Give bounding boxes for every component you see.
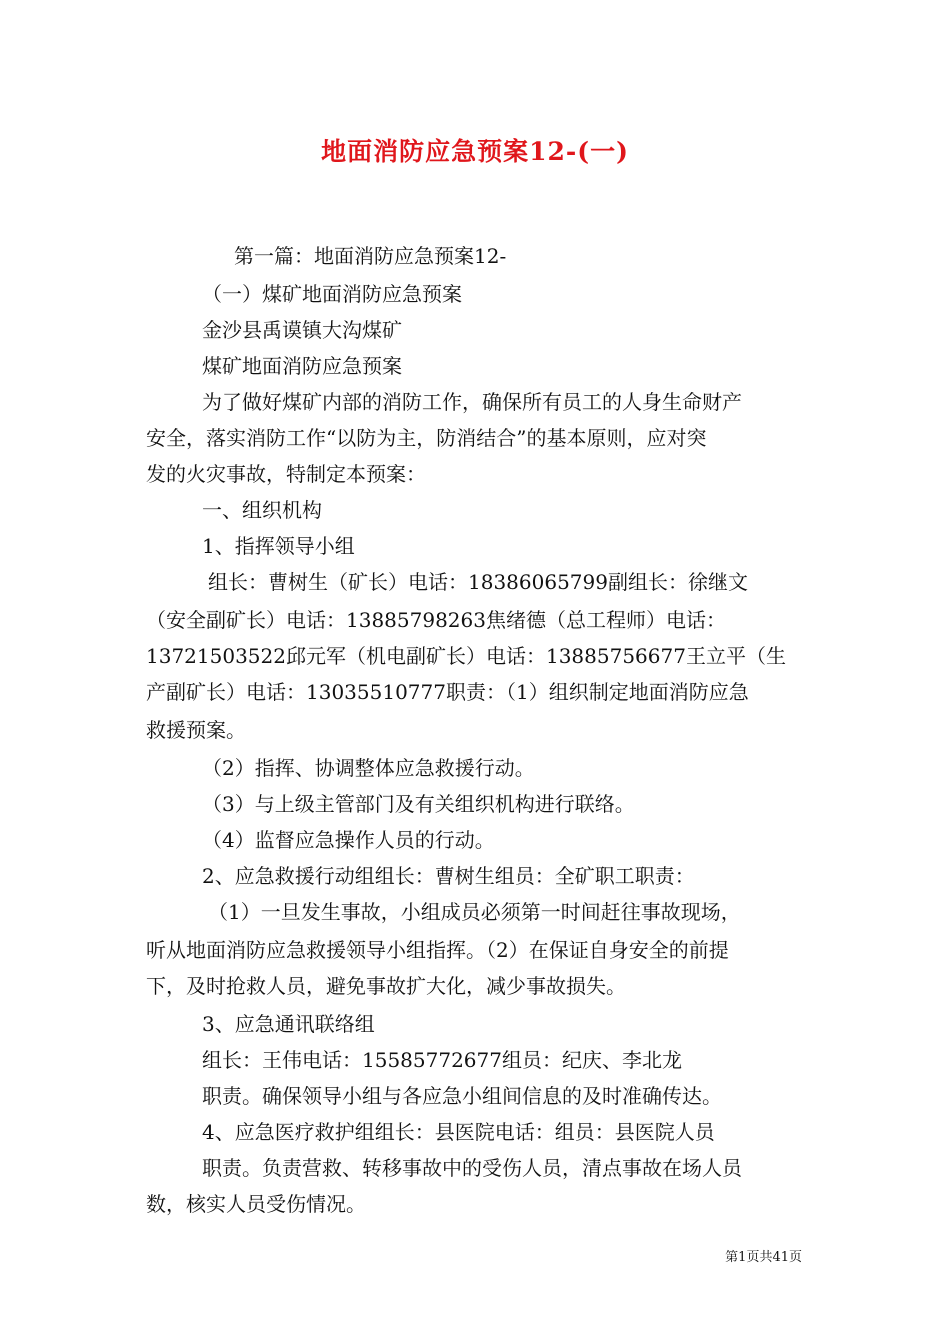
- page-number: 第1页共41页: [725, 1250, 802, 1265]
- body-line: 3、应急通讯联络组: [202, 1012, 375, 1036]
- body-line: 产副矿长）电话：13035510777职责：（1）组织制定地面消防应急: [146, 680, 749, 704]
- body-line: 数，核实人员受伤情况。: [146, 1192, 366, 1216]
- body-line: 职责。确保领导小组与各应急小组间信息的及时准确传达。: [202, 1084, 722, 1108]
- body-line: 一、组织机构: [202, 498, 322, 522]
- body-line: 煤矿地面消防应急预案: [202, 354, 402, 378]
- body-line: 13721503522邱元军（机电副矿长）电话：13885756677王立平（生: [146, 644, 786, 668]
- body-line: 听从地面消防应急救援领导小组指挥。（2）在保证自身安全的前提: [146, 938, 729, 962]
- body-line: （1）一旦发生事故，小组成员必须第一时间赶往事故现场，: [208, 900, 741, 924]
- body-line: 职责。负责营救、转移事故中的受伤人员，清点事故在场人员: [202, 1156, 742, 1180]
- body-line: （3）与上级主管部门及有关组织机构进行联络。: [202, 792, 635, 816]
- body-line: 安全，落实消防工作“以防为主，防消结合”的基本原则，应对突: [146, 426, 707, 450]
- body-line: （一）煤矿地面消防应急预案: [202, 282, 462, 306]
- body-line: 2、应急救援行动组组长：曹树生组员：全矿职工职责：: [202, 864, 695, 888]
- body-line: 发的火灾事故，特制定本预案：: [146, 462, 426, 486]
- body-line: 组长：曹树生（矿长）电话：18386065799副组长：徐继文: [208, 570, 748, 594]
- body-line: （4）监督应急操作人员的行动。: [202, 828, 495, 852]
- body-line: 下，及时抢救人员，避免事故扩大化，减少事故损失。: [146, 974, 626, 998]
- document-title: 地面消防应急预案12-(一): [321, 137, 629, 166]
- body-line: 1、指挥领导小组: [202, 534, 355, 558]
- body-line: 救援预案。: [146, 718, 246, 742]
- body-line: 组长：王伟电话：15585772677组员：纪庆、李北龙: [202, 1048, 682, 1072]
- body-line: （安全副矿长）电话：13885798263焦绪德（总工程师）电话：: [146, 608, 726, 632]
- body-line: 4、应急医疗救护组组长：县医院电话：组员：县医院人员: [202, 1120, 715, 1144]
- body-line: （2）指挥、协调整体应急救援行动。: [202, 756, 535, 780]
- body-line: 为了做好煤矿内部的消防工作，确保所有员工的人身生命财产: [202, 390, 742, 414]
- body-line: 第一篇：地面消防应急预案12-: [234, 244, 507, 268]
- body-line: 金沙县禹谟镇大沟煤矿: [202, 318, 402, 342]
